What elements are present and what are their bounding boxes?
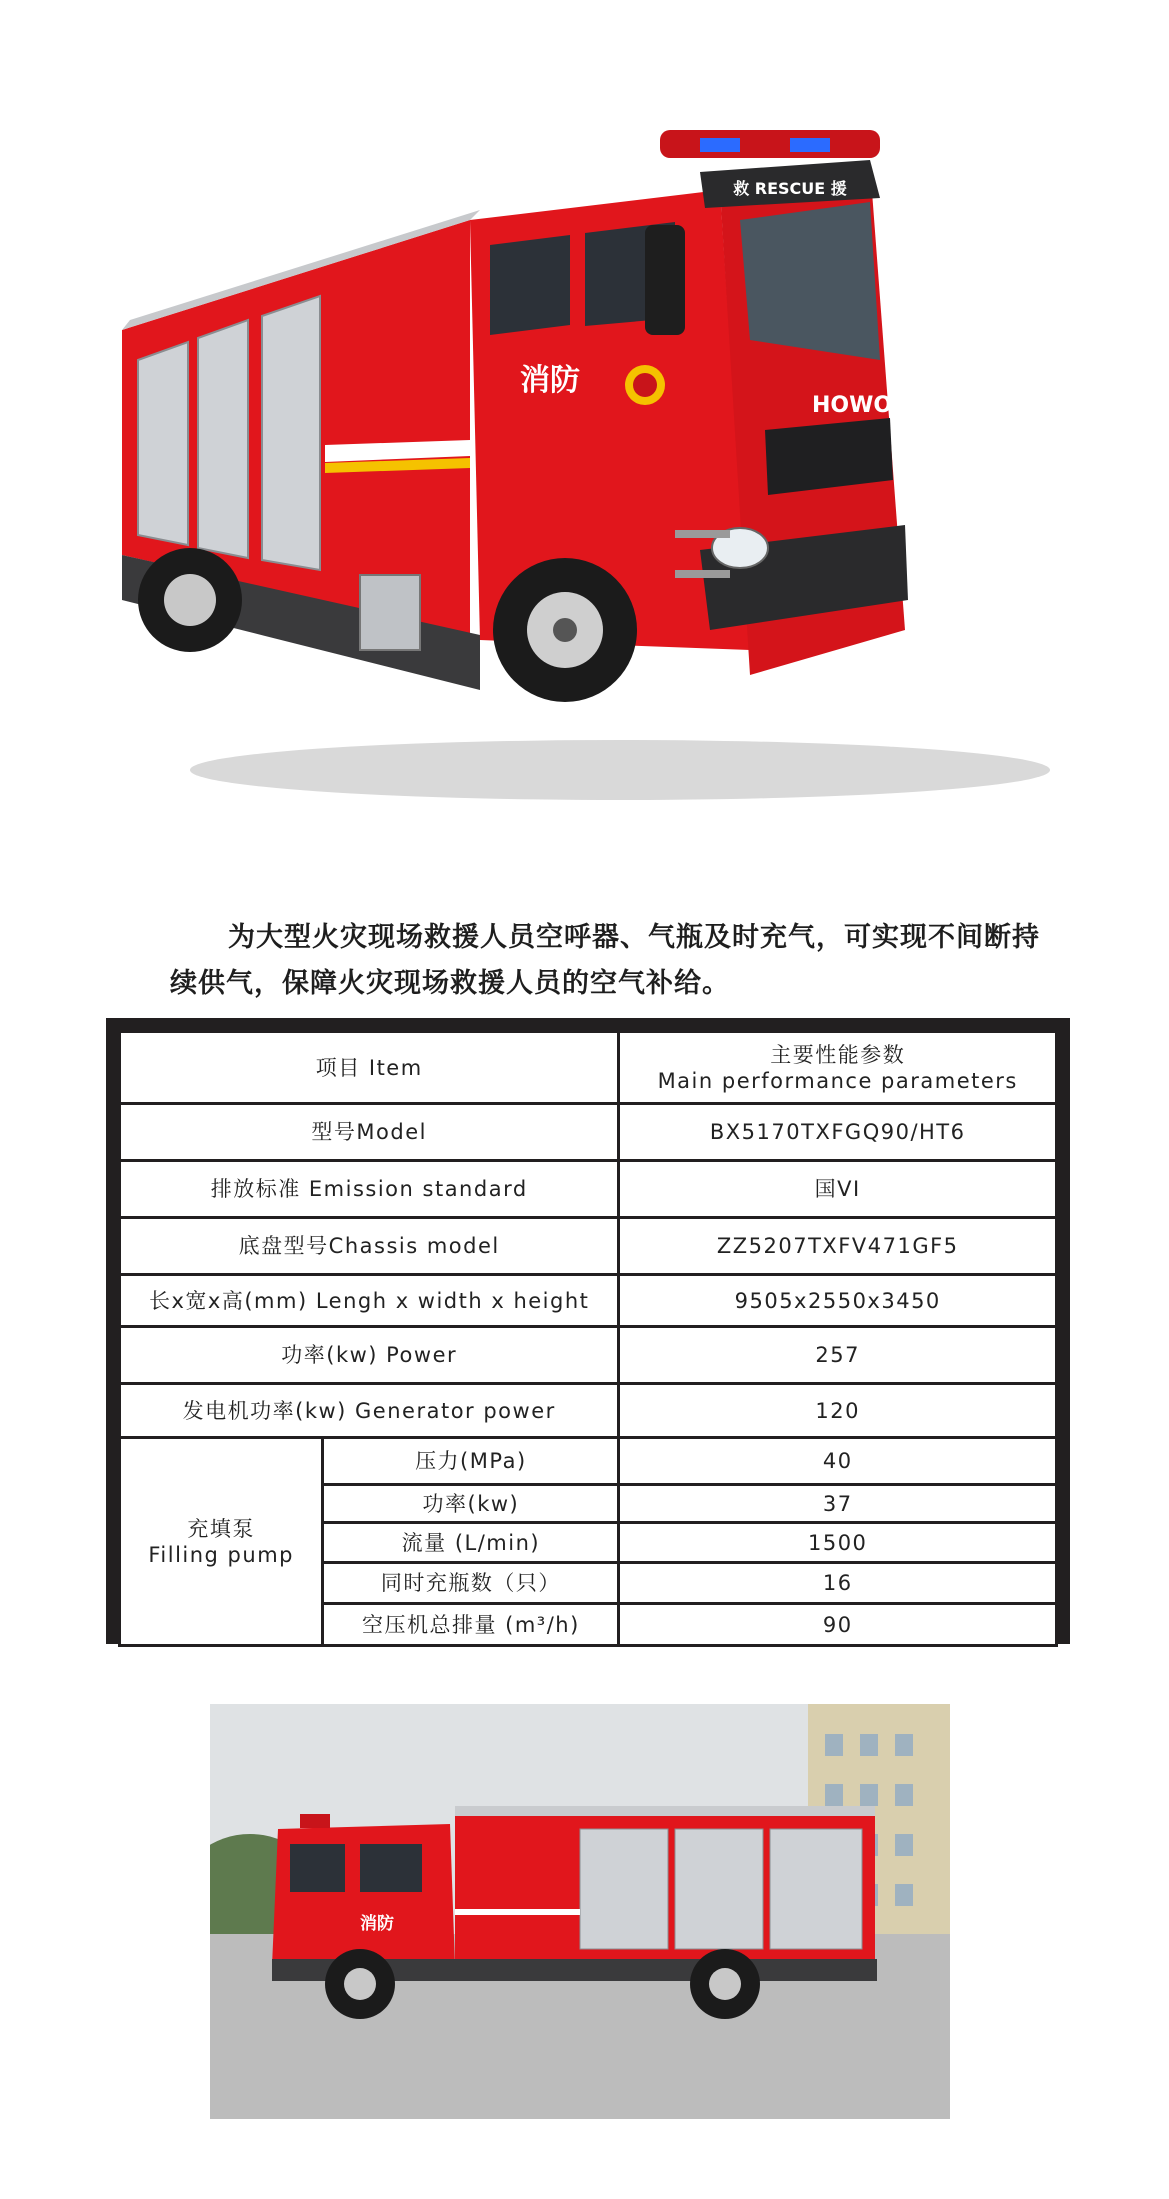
pump-label-en: Filling pump [148, 1542, 294, 1567]
table-row [120, 1275, 1057, 1327]
row-label: 排放标准 Emission standard [120, 1161, 619, 1218]
hero-truck-image [100, 130, 1100, 830]
pump-row-label: 功率(kw) [323, 1485, 619, 1523]
pump-row-value: 90 [619, 1604, 1057, 1646]
table-row [120, 1384, 1057, 1438]
row-value: 120 [619, 1384, 1057, 1438]
pump-label [120, 1438, 323, 1646]
row-label: 长x宽x高(mm) Lengh x width x height [120, 1275, 619, 1327]
header-item: 项目 Item [120, 1032, 619, 1104]
row-label: 型号Model [120, 1104, 619, 1161]
table-header-row [120, 1032, 1057, 1104]
photo-door-label: 消防 [360, 1914, 394, 1934]
table-row [120, 1161, 1057, 1218]
pump-row-label: 流量 (L/min) [323, 1523, 619, 1563]
pump-row-value: 1500 [619, 1523, 1057, 1563]
pump-row-label: 压力(MPa) [323, 1438, 619, 1485]
row-label: 发电机功率(kw) Generator power [120, 1384, 619, 1438]
pump-row-label: 同时充瓶数（只） [323, 1563, 619, 1604]
table-row [120, 1104, 1057, 1161]
door-label: 消防 [520, 363, 580, 398]
pump-row-label: 空压机总排量 (m³/h) [323, 1604, 619, 1646]
row-value: 9505x2550x3450 [619, 1275, 1057, 1327]
pump-row-value: 40 [619, 1438, 1057, 1485]
row-value: 国VI [619, 1161, 1057, 1218]
pump-row-value: 16 [619, 1563, 1057, 1604]
description-text: 为大型火灾现场救援人员空呼器、气瓶及时充气，可实现不间断持续供气，保障火灾现场救援人员的空气补给。 [170, 922, 1040, 999]
header-param-en: Main performance parameters [657, 1068, 1018, 1093]
row-label: 功率(kw) Power [120, 1327, 619, 1384]
table-row [120, 1438, 1057, 1485]
header-param-zh: 主要性能参数 [770, 1042, 906, 1067]
side-view-photo [210, 1704, 950, 2119]
pump-row-value: 37 [619, 1485, 1057, 1523]
pump-label-zh: 充填泵 [187, 1516, 255, 1541]
header-param [619, 1032, 1057, 1104]
spec-table [106, 1018, 1070, 1644]
row-label: 底盘型号Chassis model [120, 1218, 619, 1275]
row-value: 257 [619, 1327, 1057, 1384]
visor-text: 救 RESCUE 援 [733, 179, 847, 198]
table-row [120, 1218, 1057, 1275]
table-row [120, 1327, 1057, 1384]
row-value: BX5170TXFGQ90/HT6 [619, 1104, 1057, 1161]
brand-text: HOWO [812, 393, 893, 418]
row-value: ZZ5207TXFV471GF5 [619, 1218, 1057, 1275]
